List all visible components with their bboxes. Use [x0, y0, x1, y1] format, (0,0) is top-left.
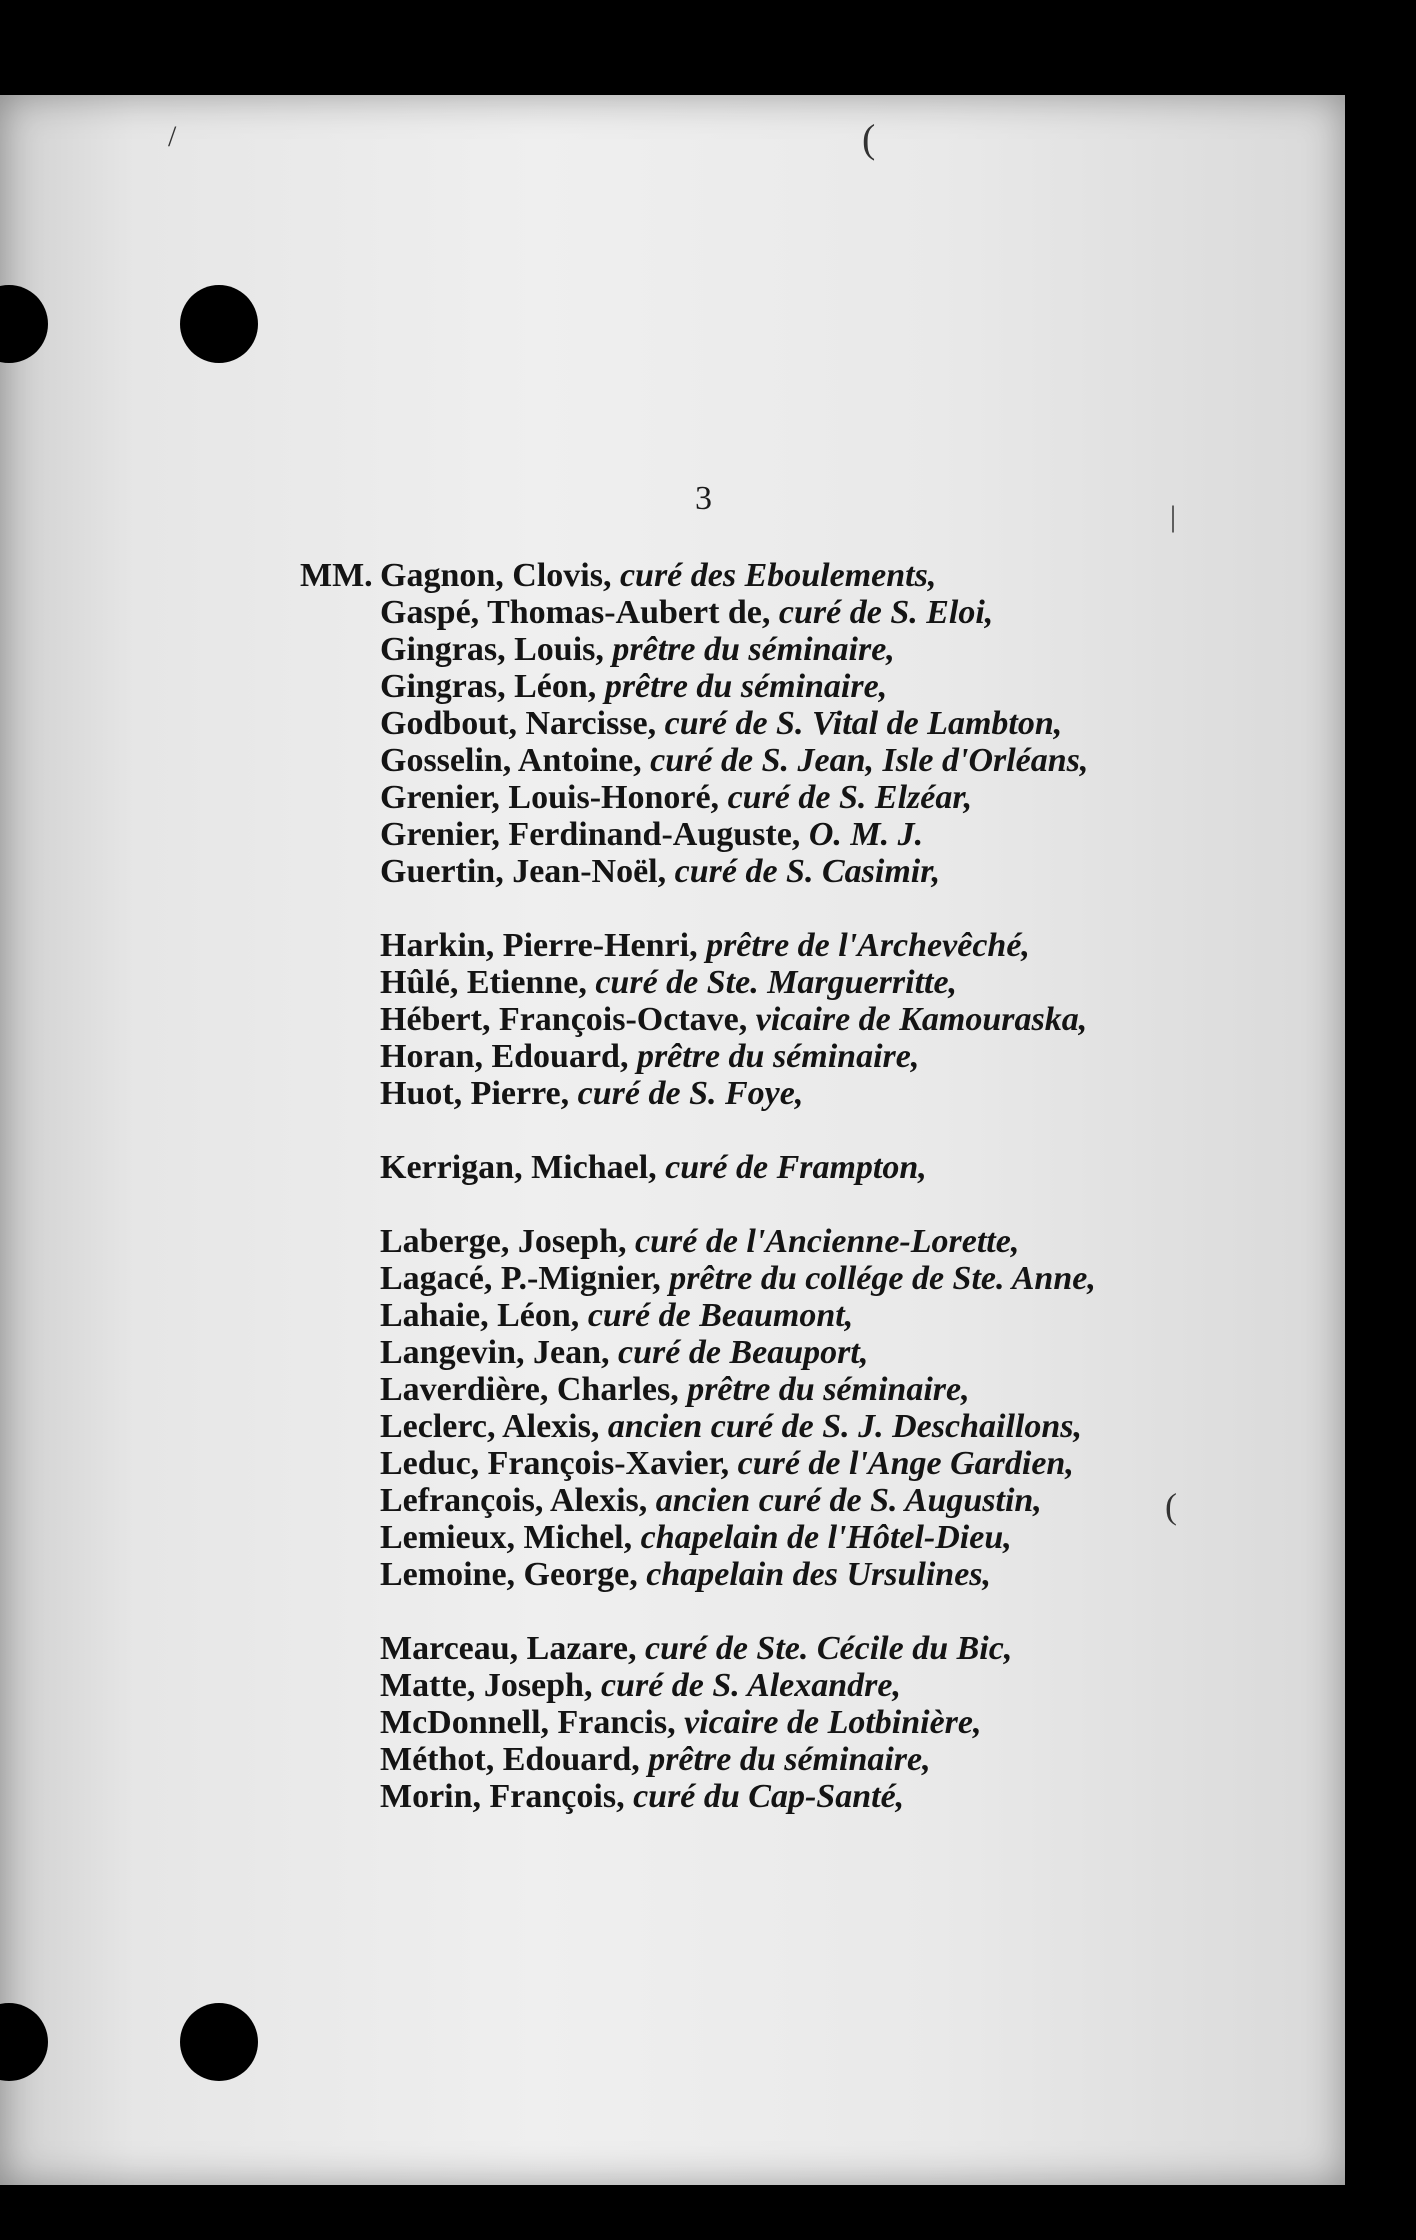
list-entry — [300, 1334, 1330, 1371]
stray-mark: | — [1170, 500, 1177, 533]
entry-title: curé de Frampton, — [665, 1149, 927, 1186]
list-entry — [300, 1297, 1330, 1334]
list-entry — [300, 631, 1330, 668]
entry-title: ancien curé de S. Augustin, — [655, 1482, 1042, 1519]
entry-title: curé de S. Elzéar, — [727, 779, 973, 816]
list-entry — [300, 1704, 1330, 1741]
entry-title: curé de Beauport, — [618, 1334, 869, 1371]
entry-title: curé de l'Ange Gardien, — [737, 1445, 1074, 1482]
list-entry — [300, 668, 1330, 705]
list-entry — [300, 705, 1330, 742]
entry-name: Lefrançois, Alexis, — [380, 1482, 648, 1519]
page-number: 3 — [695, 480, 712, 517]
entry-title: vicaire de Lotbinière, — [684, 1704, 982, 1741]
entry-name: Gingras, Léon, — [380, 668, 597, 705]
list-entry — [300, 1408, 1330, 1445]
entry-title: curé de l'Ancienne-Lorette, — [635, 1223, 1020, 1260]
entry-name: Marceau, Lazare, — [380, 1630, 637, 1667]
name-list — [300, 557, 1330, 1852]
entry-name: Langevin, Jean, — [380, 1334, 610, 1371]
list-entry — [300, 1556, 1330, 1593]
entry-group — [300, 557, 1330, 890]
list-entry — [300, 779, 1330, 816]
list-entry — [300, 1667, 1330, 1704]
entry-title: curé du Cap-Santé, — [633, 1778, 905, 1815]
list-entry — [300, 1445, 1330, 1482]
list-entry — [300, 964, 1330, 1001]
entry-name: Gingras, Louis, — [380, 631, 604, 668]
list-entry — [300, 742, 1330, 779]
punch-hole-left-bottom — [0, 2003, 48, 2081]
entry-title: curé de S. Vital de Lambton, — [664, 705, 1063, 742]
entry-name: Godbout, Narcisse, — [380, 705, 657, 742]
entry-title: curé des Eboulements, — [619, 557, 937, 594]
entry-prefix: MM. — [300, 557, 373, 594]
entry-name: Méthot, Edouard, — [380, 1741, 640, 1778]
punch-hole-left-top — [0, 285, 48, 363]
list-entry — [300, 1741, 1330, 1778]
list-entry — [300, 927, 1330, 964]
list-entry — [300, 1630, 1330, 1667]
entry-name: Grenier, Louis-Honoré, — [380, 779, 720, 816]
entry-name: Gosselin, Antoine, — [380, 742, 642, 779]
entry-title: curé de S. Casimir, — [674, 853, 941, 890]
entry-name: McDonnell, Francis, — [380, 1704, 676, 1741]
stray-mark: ( — [862, 116, 876, 161]
entry-title: curé de S. Foye, — [577, 1075, 804, 1112]
list-entry — [300, 1001, 1330, 1038]
entry-title: curé de S. Jean, Isle d'Orléans, — [650, 742, 1089, 779]
list-entry — [300, 1223, 1330, 1260]
list-entry — [300, 1149, 1330, 1186]
list-entry — [300, 557, 1330, 594]
list-entry — [300, 1778, 1330, 1815]
list-entry — [300, 1038, 1330, 1075]
list-entry — [300, 853, 1330, 890]
document-sheet — [0, 95, 1345, 2185]
entry-name: Laberge, Joseph, — [380, 1223, 627, 1260]
list-entry — [300, 1260, 1330, 1297]
entry-name: Gagnon, Clovis, — [380, 557, 612, 594]
entry-title: curé de Ste. Marguerritte, — [595, 964, 958, 1001]
list-entry — [300, 1371, 1330, 1408]
list-entry — [300, 1519, 1330, 1556]
entry-name: Grenier, Ferdinand-Auguste, — [380, 816, 801, 853]
entry-title: chapelain de l'Hôtel-Dieu, — [640, 1519, 1012, 1556]
entry-title: curé de Ste. Cécile du Bic, — [645, 1630, 1013, 1667]
entry-name: Lemoine, George, — [380, 1556, 638, 1593]
entry-name: Laverdière, Charles, — [380, 1371, 679, 1408]
entry-name: Lagacé, P.-Mignier, — [380, 1260, 661, 1297]
entry-name: Lemieux, Michel, — [380, 1519, 633, 1556]
punch-hole-top — [180, 285, 258, 363]
stray-mark: / — [168, 120, 177, 153]
entry-name: Gaspé, Thomas-Aubert de, — [380, 594, 771, 631]
entry-group — [300, 1223, 1330, 1593]
list-entry — [300, 816, 1330, 853]
entry-name: Kerrigan, Michael, — [380, 1149, 657, 1186]
entry-name: Morin, François, — [380, 1778, 625, 1815]
entry-title: prêtre du séminaire, — [636, 1038, 920, 1075]
entry-name: Guertin, Jean-Noël, — [380, 853, 667, 890]
entry-group — [300, 1149, 1330, 1186]
entry-title: prêtre du séminaire, — [604, 668, 888, 705]
entry-name: Matte, Joseph, — [380, 1667, 593, 1704]
entry-title: prêtre du collége de Ste. Anne, — [669, 1260, 1096, 1297]
entry-title: curé de S. Eloi, — [778, 594, 994, 631]
entry-name: Horan, Edouard, — [380, 1038, 629, 1075]
entry-title: vicaire de Kamouraska, — [755, 1001, 1088, 1038]
entry-name: Lahaie, Léon, — [380, 1297, 580, 1334]
list-entry — [300, 594, 1330, 631]
list-entry — [300, 1075, 1330, 1112]
punch-hole-bottom — [180, 2003, 258, 2081]
entry-name: Harkin, Pierre-Henri, — [380, 927, 698, 964]
entry-name: Huot, Pierre, — [380, 1075, 570, 1112]
entry-name: Hûlé, Etienne, — [380, 964, 587, 1001]
entry-name: Leduc, François-Xavier, — [380, 1445, 730, 1482]
stray-mark: ( — [1165, 1486, 1177, 1526]
entry-title: curé de S. Alexandre, — [600, 1667, 901, 1704]
list-entry — [300, 1482, 1330, 1519]
entry-title: prêtre du séminaire, — [612, 631, 895, 668]
entry-title: prêtre du séminaire, — [648, 1741, 931, 1778]
entry-group — [300, 927, 1330, 1112]
entry-name: Leclerc, Alexis, — [380, 1408, 600, 1445]
entry-group — [300, 1630, 1330, 1815]
entry-title: O. M. J. — [808, 816, 924, 853]
entry-name: Hébert, François-Octave, — [380, 1001, 748, 1038]
entry-title: prêtre de l'Archevêché, — [706, 927, 1030, 964]
entry-title: ancien curé de S. J. Deschaillons, — [607, 1408, 1082, 1445]
entry-title: curé de Beaumont, — [587, 1297, 854, 1334]
entry-title: prêtre du séminaire, — [687, 1371, 970, 1408]
entry-title: chapelain des Ursulines, — [646, 1556, 992, 1593]
